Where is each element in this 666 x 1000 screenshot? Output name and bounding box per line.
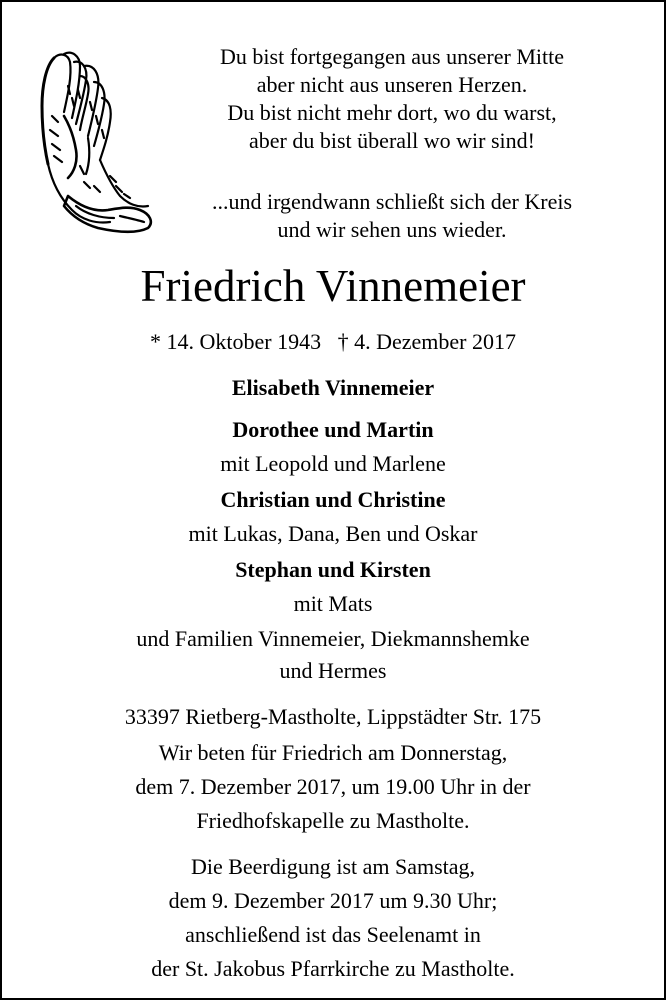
mourner-children: mit Mats <box>293 591 373 616</box>
mourner-family: Dorothee und Martin <box>232 417 434 442</box>
extended-family: und Familien Vinnemeier, Diekmannshemke <box>136 626 530 651</box>
prayer-text: dem 7. Dezember 2017, um 19.00 Uhr in der <box>135 774 531 799</box>
address: 33397 Rietberg-Mastholte, Lippstädter Str. 175 <box>124 704 542 729</box>
poem-closing-line: ...und irgendwann schließt sich der Kreis <box>211 189 573 214</box>
mourner-family: Stephan und Kirsten <box>235 557 431 582</box>
funeral-text: dem 9. Dezember 2017 um 9.30 Uhr; <box>168 888 498 913</box>
funeral-text: anschließend ist das Seelenamt in <box>185 922 481 947</box>
poem-line: aber nicht aus unseren Herzen. <box>256 72 528 97</box>
poem-closing <box>162 188 622 244</box>
prayer-text: Friedhofskapelle zu Mastholte. <box>196 808 470 833</box>
poem-line: Du bist fortgegangen aus unserer Mitte <box>220 44 564 69</box>
prayer-text: Wir beten für Friedrich am Donnerstag, <box>158 740 508 765</box>
mourner-children: mit Lukas, Dana, Ben und Oskar <box>188 521 478 546</box>
poem-line: Du bist nicht mehr dort, wo du warst, <box>227 100 557 125</box>
poem-verse <box>162 43 622 155</box>
life-dates: * 14. Oktober 1943 † 4. Dezember 2017 <box>150 329 516 354</box>
funeral-text: Die Beerdigung ist am Samstag, <box>190 854 476 879</box>
extended-family: und Hermes <box>279 658 387 683</box>
poem-closing-line: und wir sehen uns wieder. <box>277 217 507 242</box>
mourner-children: mit Leopold und Marlene <box>220 451 446 476</box>
mourner-family: Christian und Christine <box>220 487 446 512</box>
praying-hands-icon <box>24 46 164 236</box>
deceased-name: Friedrich Vinnemeier <box>140 261 526 311</box>
poem-line: aber du bist überall wo wir sind! <box>249 128 535 153</box>
funeral-text: der St. Jakobus Pfarrkirche zu Mastholte. <box>151 956 515 981</box>
mourner-widow: Elisabeth Vinnemeier <box>231 375 435 400</box>
